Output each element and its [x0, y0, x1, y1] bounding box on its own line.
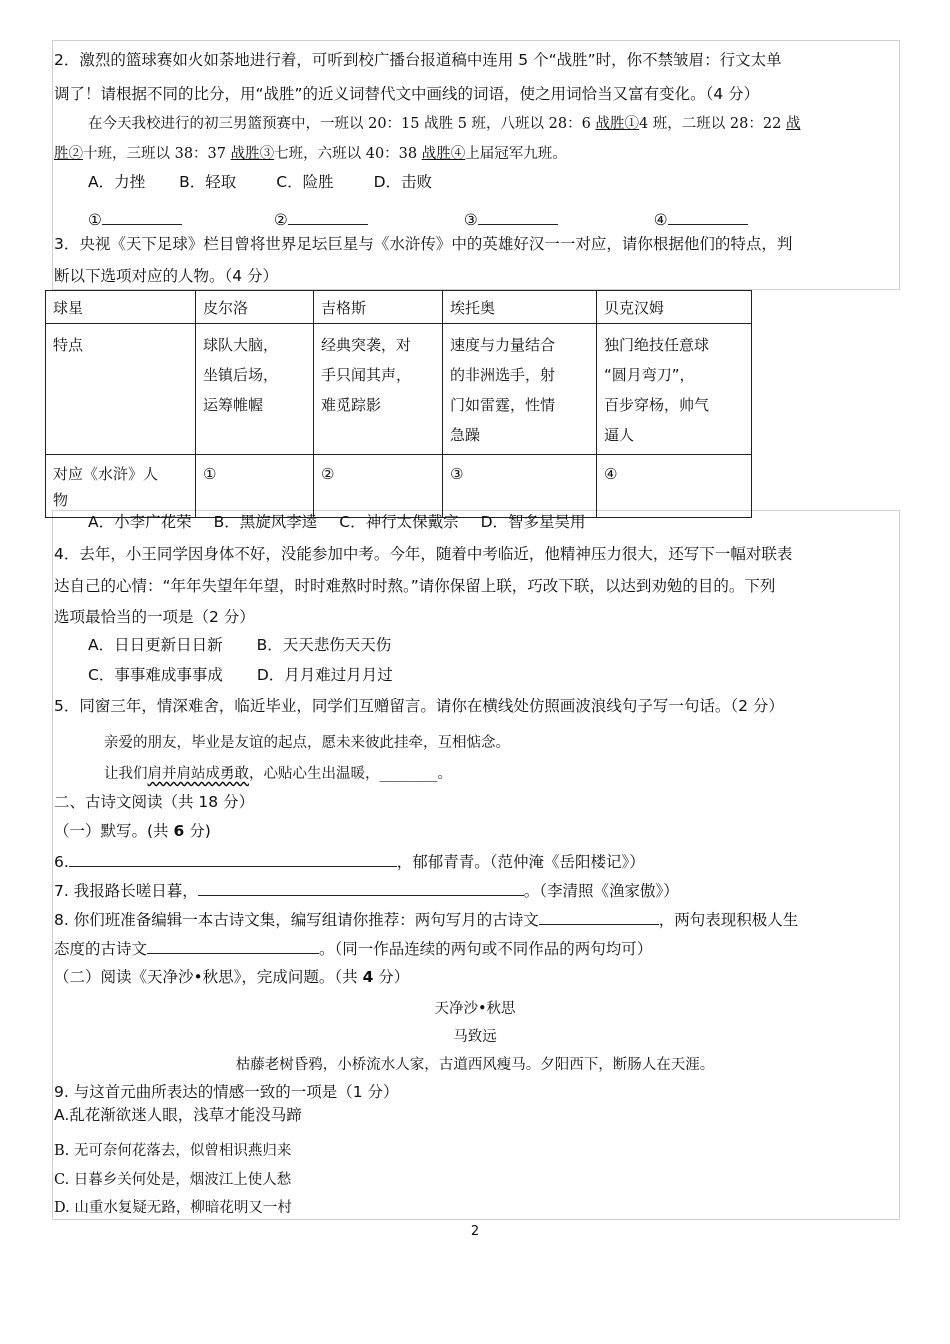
- section2-title: 二、古诗文阅读（共 18 分）: [54, 793, 255, 811]
- option-a: A．小李广花荣: [88, 513, 192, 531]
- option-a: A．力挫: [88, 173, 146, 191]
- q9-option-c: C. 日暮乡关何处是，烟波江上使人愁: [54, 1172, 292, 1188]
- q7-text: 。（李清照《渔家傲》）: [523, 882, 679, 900]
- trait-line: 经典突袭，对: [321, 336, 412, 354]
- q2-passage-line1: [88, 114, 800, 134]
- q8-line1: [54, 908, 798, 930]
- match-answer-cell[interactable]: ③: [443, 455, 597, 518]
- blank-label-2: ②: [273, 211, 288, 229]
- trait-line: 手只闻其声，: [321, 366, 412, 384]
- page-number: 2: [470, 1224, 480, 1239]
- q2-options: [88, 172, 458, 192]
- traits-cell: [597, 324, 752, 455]
- passage-text: 上届冠军九班。: [465, 146, 567, 162]
- traits-label-cell: 特点: [46, 324, 196, 455]
- option-c: C．神行太保戴宗: [339, 513, 459, 531]
- trait-line: 门如雷霆，性情: [450, 396, 556, 414]
- answer-blank-1[interactable]: [102, 208, 182, 225]
- header-cell: 球星: [46, 291, 196, 324]
- underlined-word-4: 战胜④: [421, 146, 466, 162]
- q7-answer-blank[interactable]: [198, 879, 524, 896]
- header-cell: 贝克汉姆: [597, 291, 752, 324]
- trait-line: 独门绝技任意球: [604, 336, 710, 354]
- table-row-match: [46, 455, 752, 518]
- passage-text: 十班，三班以 38：37: [83, 146, 231, 162]
- underlined-word-3: 战胜③: [230, 146, 275, 162]
- match-answer-cell[interactable]: ①: [196, 455, 314, 518]
- q2-answer-blanks: [88, 208, 748, 230]
- q7-text: 7. 我报路长嗟日暮，: [54, 882, 198, 900]
- sentence-text: 让我们: [104, 766, 148, 782]
- table-row-traits: [46, 324, 752, 455]
- q6-number: 6.: [54, 853, 69, 871]
- match-label-line: 物: [53, 491, 69, 509]
- q6-text: ，郁郁青青。（范仲淹《岳阳楼记》）: [396, 853, 645, 871]
- q8-answer-blank-1[interactable]: [539, 908, 659, 925]
- trait-line: “圆月弯刀”，: [604, 366, 695, 384]
- q8-text: 态度的古诗文: [54, 940, 148, 958]
- q8-answer-blank-2[interactable]: [147, 937, 319, 954]
- wavy-underlined-phrase: 肩并肩站成勇敢: [147, 766, 249, 782]
- q5-sentence1: 亲爱的朋友，毕业是友谊的起点，愿未来彼此挂牵，互相惦念。: [104, 735, 510, 751]
- header-cell: 吉格斯: [314, 291, 443, 324]
- q2-passage-line2: [54, 144, 567, 164]
- q6-line: [54, 850, 645, 872]
- option-b: B．天天悲伤天天伤: [256, 636, 392, 654]
- blank-label-1: ①: [88, 211, 102, 229]
- trait-line: 球队大脑，: [203, 336, 279, 354]
- subsection1-title: [54, 821, 211, 841]
- trait-line: 坐镇后场，: [203, 366, 279, 384]
- header-cell: 埃托奥: [443, 291, 597, 324]
- q4-line1: 4．去年，小王同学因身体不好，没能参加中考。今年，随着中考临近，他精神压力很大，还写下一幅对联表: [54, 545, 793, 563]
- passage-text: 4 班，二班以 28：22: [638, 116, 786, 132]
- q6-answer-blank[interactable]: [69, 850, 397, 867]
- match-label-cell: [46, 455, 196, 518]
- q4-options-row1: [88, 635, 417, 655]
- q3-options: [88, 512, 612, 532]
- trait-line: 百步穿杨，帅气: [604, 396, 710, 414]
- q8-text: 8. 你们班准备编辑一本古诗文集，编写组请你推荐：两句写月的古诗文: [54, 911, 539, 929]
- option-c: C．险胜: [276, 173, 334, 191]
- q5-sentence2: [104, 764, 452, 784]
- sentence-text: ，心贴心生出温暖，________。: [249, 766, 452, 782]
- q7-line: [54, 879, 679, 901]
- header-cell: 皮尔洛: [196, 291, 314, 324]
- match-answer-cell[interactable]: ④: [597, 455, 752, 518]
- traits-cell: [314, 324, 443, 455]
- score: 4: [362, 968, 374, 986]
- poem-body: 枯藤老树昏鸦，小桥流水人家，古道西风瘦马。夕阳西下，断肠人在天涯。: [235, 1057, 715, 1073]
- q9-line: 9. 与这首元曲所表达的情感一致的一项是（1 分）: [54, 1083, 399, 1101]
- q8-text: ，两句表现积极人生: [658, 911, 799, 929]
- score: 6: [173, 822, 185, 840]
- option-a: A．日日更新日日新: [88, 636, 223, 654]
- option-b: B．黑旋风李逵: [213, 513, 318, 531]
- blank-label-4: ④: [653, 211, 668, 229]
- answer-blank-4[interactable]: [668, 208, 748, 225]
- q2-line2: 调了！请根据不同的比分，用“战胜”的近义词替代文中画线的词语，使之用词恰当又富有变化。（4 分）: [54, 85, 760, 103]
- q5-line: 5．同窗三年，情深难舍，临近毕业，同学们互赠留言。请你在横线处仿照画波浪线句子写一句话。（2 分）: [54, 697, 784, 715]
- q4-options-row2: [88, 665, 419, 685]
- passage-text: 在今天我校进行的初三男篮预赛中，一班以 20：15 战胜 5 班，八班以 28：6: [88, 116, 596, 132]
- answer-blank-2[interactable]: [288, 208, 368, 225]
- option-c: C．事事难成事事成: [88, 666, 223, 684]
- q3-line1: 3．央视《天下足球》栏目曾将世界足坛巨星与《水浒传》中的英雄好汉一一对应，请你根据他们的特点，判: [54, 235, 793, 253]
- subsection-text: 分): [184, 822, 211, 840]
- q4-line2: 达自己的心情：“年年失望年年望，时时难熬时时熬。”请你保留上联，巧改下联，以达到劝勉的目的。下列: [54, 577, 776, 595]
- underlined-word-1: 战胜①: [595, 116, 639, 132]
- q9-option-a: A.乱花渐欲迷人眼，浅草才能没马蹄: [54, 1106, 302, 1124]
- players-table: [45, 290, 752, 518]
- option-d: D．月月难过月月过: [256, 666, 393, 684]
- match-answer-cell[interactable]: ②: [314, 455, 443, 518]
- q2-line1: 2．激烈的篮球赛如火如荼地进行着，可听到校广播台报道稿中连用 5 个“战胜”时，你不禁皱眉：行文太单: [54, 51, 782, 69]
- q8-line2: [54, 937, 652, 959]
- trait-line: 的非洲选手，射: [450, 366, 556, 384]
- poem-author: 马致远: [453, 1029, 497, 1045]
- option-d: D．击败: [373, 173, 433, 191]
- subsection-text: （二）阅读《天净沙•秋思》，完成问题。（共: [54, 968, 363, 986]
- trait-line: 逼人: [604, 426, 635, 444]
- trait-line: 急躁: [450, 426, 481, 444]
- trait-line: 速度与力量结合: [450, 336, 556, 354]
- traits-cell: [443, 324, 597, 455]
- subsection-text: 分）: [373, 968, 410, 986]
- q8-text: 。（同一作品连续的两句或不同作品的两句均可）: [319, 940, 653, 958]
- subsection2-title: [54, 967, 409, 987]
- option-d: D．智多星吴用: [480, 513, 586, 531]
- q4-line3: 选项最恰当的一项是（2 分）: [54, 608, 255, 626]
- table-header-row: [46, 291, 752, 324]
- blank-label-3: ③: [463, 211, 478, 229]
- subsection-text: （一）默写。(共: [54, 822, 174, 840]
- poem-title: 天净沙•秋思: [434, 1001, 516, 1017]
- answer-blank-3[interactable]: [478, 208, 558, 225]
- underlined-word-2b: 胜②: [54, 146, 83, 162]
- trait-line: 难觅踪影: [321, 396, 382, 414]
- trait-line: 运筹帷幄: [203, 396, 264, 414]
- traits-cell: [196, 324, 314, 455]
- match-label-line: 对应《水浒》人: [53, 465, 159, 483]
- option-b: B．轻取: [179, 173, 237, 191]
- underlined-word-2a: 战: [785, 116, 801, 132]
- q3-line2: 断以下选项对应的人物。（4 分）: [54, 267, 279, 285]
- q9-option-d: D. 山重水复疑无路，柳暗花明又一村: [54, 1200, 292, 1216]
- q9-option-b: B. 无可奈何花落去，似曾相识燕归来: [54, 1143, 292, 1159]
- passage-text: 七班，六班以 40：38: [274, 146, 422, 162]
